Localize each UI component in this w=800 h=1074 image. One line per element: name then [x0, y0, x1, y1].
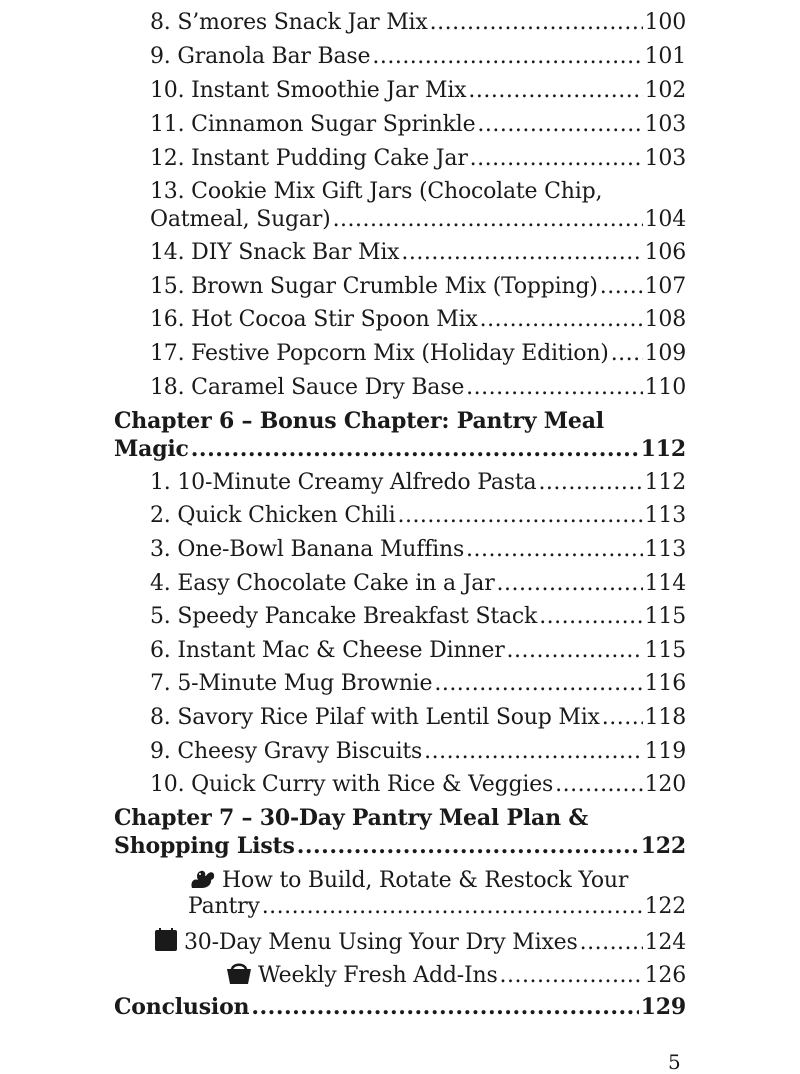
toc-entry[interactable]: 4. Easy Chocolate Cake in a Jar ..... 114 — [150, 571, 686, 596]
conclusion-entry[interactable]: Conclusion ..... 129 — [114, 994, 686, 1020]
toc-entry[interactable]: 1. 10-Minute Creamy Alfredo Pasta ..... 112 — [150, 470, 686, 495]
toc-entry[interactable]: 8. Savory Rice Pilaf with Lentil Soup Mix ..... 118 — [150, 705, 686, 730]
toc-entry[interactable]: 6. Instant Mac & Cheese Dinner ..... 115 — [150, 638, 686, 663]
toc-entry[interactable]: 11. Cinnamon Sugar Sprinkle ..... 103 — [150, 112, 686, 137]
toc-entry[interactable]: 10. Instant Smoothie Jar Mix ..... 102 — [150, 78, 686, 103]
chapter-6-entry[interactable]: Magic ..... 112 — [114, 436, 686, 462]
chapter-7-title-line1[interactable]: Chapter 7 – 30-Day Pantry Meal Plan & — [114, 805, 588, 831]
toc-entry[interactable]: 15. Brown Sugar Crumble Mix (Topping) ..... 107 — [150, 274, 686, 299]
chapter-6-title-line1[interactable]: Chapter 6 – Bonus Chapter: Pantry Meal — [114, 408, 604, 434]
toc-entry[interactable]: 12. Instant Pudding Cake Jar ..... 103 — [150, 146, 686, 171]
squirrel-icon — [188, 866, 216, 896]
chapter-7-entry[interactable]: Shopping Lists ..... 122 — [114, 833, 686, 859]
toc-entry[interactable]: 30-Day Menu Using Your Dry Mixes ..... 124 — [154, 928, 686, 958]
toc-entry[interactable]: 10. Quick Curry with Rice & Veggies ..... 120 — [150, 772, 686, 797]
toc-entry[interactable]: Weekly Fresh Add-Ins ..... 126 — [226, 961, 686, 991]
toc-entry[interactable]: 14. DIY Snack Bar Mix ..... 106 — [150, 240, 686, 265]
toc-entry-title-line1[interactable]: How to Build, Rotate & Restock Your — [188, 866, 628, 896]
toc-entry-title-line1[interactable]: 13. Cookie Mix Gift Jars (Chocolate Chip, — [150, 179, 603, 204]
toc-entry[interactable]: 9. Granola Bar Base ..... 101 — [150, 44, 686, 69]
toc-entry[interactable]: 2. Quick Chicken Chili ..... 113 — [150, 503, 686, 528]
toc-entry[interactable]: 8. S’mores Snack Jar Mix ..... 100 — [150, 10, 686, 35]
toc-entry[interactable]: Pantry ..... 122 — [188, 894, 686, 919]
toc-entry[interactable]: 7. 5-Minute Mug Brownie ..... 116 — [150, 671, 686, 696]
toc-entry[interactable]: 5. Speedy Pancake Breakfast Stack ..... 115 — [150, 604, 686, 629]
toc-entry[interactable]: 17. Festive Popcorn Mix (Holiday Edition) ..... 109 — [150, 341, 686, 366]
basket-icon — [226, 961, 252, 991]
calendar-icon — [154, 928, 178, 958]
toc-entry[interactable]: 3. One-Bowl Banana Muffins ..... 113 — [150, 537, 686, 562]
toc-entry[interactable]: 9. Cheesy Gravy Biscuits ..... 119 — [150, 739, 686, 764]
toc-entry[interactable]: 18. Caramel Sauce Dry Base ..... 110 — [150, 375, 686, 400]
page-number: 5 — [668, 1050, 681, 1074]
toc-entry[interactable]: Oatmeal, Sugar) ..... 104 — [150, 207, 686, 232]
toc-entry[interactable]: 16. Hot Cocoa Stir Spoon Mix ..... 108 — [150, 307, 686, 332]
